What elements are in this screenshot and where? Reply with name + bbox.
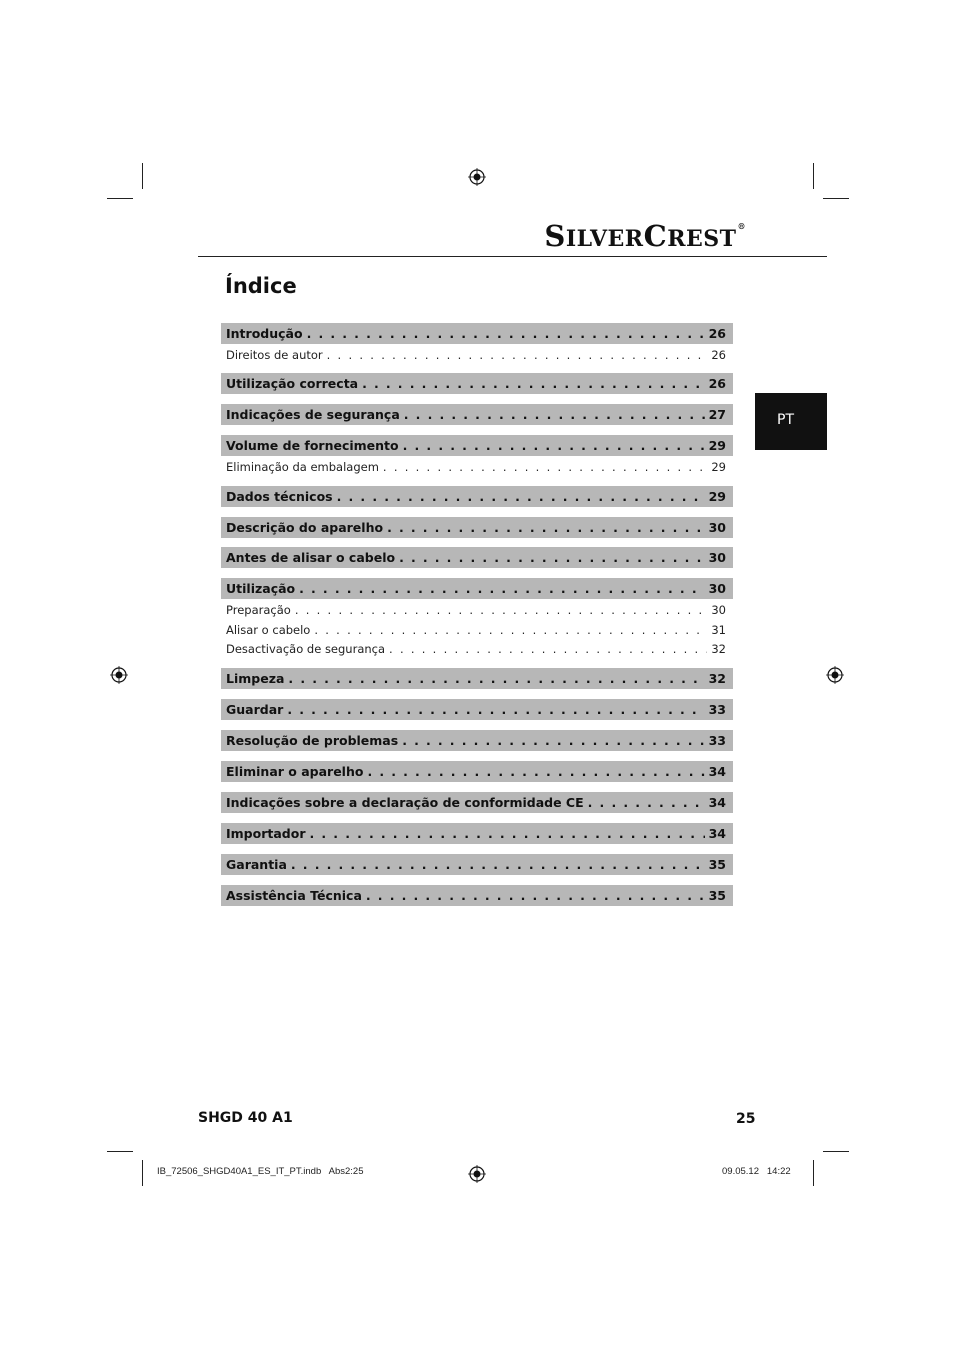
registration-mark-icon <box>826 666 844 684</box>
toc-entry[interactable]: Importador . . . 34 <box>221 823 733 844</box>
registration-mark-icon <box>468 168 486 186</box>
date-slug: 09.05.12 14:22 <box>722 1166 791 1177</box>
toc-entry[interactable]: Eliminar o aparelho . . . 34 <box>221 761 733 782</box>
language-tab: PT <box>755 393 827 450</box>
toc-subentry[interactable]: Preparação . . . 30 <box>221 601 733 619</box>
toc-subentry[interactable]: Alisar o cabelo . . . 31 <box>221 621 733 639</box>
toc-entry[interactable]: Antes de alisar o cabelo . . . 30 <box>221 547 733 568</box>
toc-entry[interactable]: Utilização . . . 30 <box>221 578 733 599</box>
toc-entry[interactable]: Introdução . . . 26 <box>221 323 733 344</box>
toc-entry[interactable]: Indicações sobre a declaração de conformidade CE . . . 34 <box>221 792 733 813</box>
crop-mark <box>813 1160 814 1186</box>
crop-mark <box>142 163 143 189</box>
page-title: Índice <box>225 274 297 298</box>
registration-mark-icon <box>110 666 128 684</box>
crop-mark <box>107 198 133 199</box>
toc-entry[interactable]: Resolução de problemas . . . 33 <box>221 730 733 751</box>
toc-entry[interactable]: Volume de fornecimento . . . 29 <box>221 435 733 456</box>
crop-mark <box>813 163 814 189</box>
brand-logo: SILVERCREST® <box>544 219 746 253</box>
file-slug: IB_72506_SHGD40A1_ES_IT_PT.indb Abs2:25 <box>157 1166 364 1177</box>
toc-subentry[interactable]: Desactivação de segurança . . . 32 <box>221 640 733 658</box>
toc-entry[interactable]: Limpeza . . . 32 <box>221 668 733 689</box>
toc-entry[interactable]: Indicações de segurança . . . 27 <box>221 404 733 425</box>
header-rule <box>198 256 827 257</box>
toc-subentry[interactable]: Direitos de autor . . . 26 <box>221 346 733 364</box>
toc-subentry[interactable]: Eliminação da embalagem . . . 29 <box>221 458 733 476</box>
toc-entry[interactable]: Assistência Técnica . . . 35 <box>221 885 733 906</box>
toc-entry[interactable]: Garantia . . . 35 <box>221 854 733 875</box>
registration-mark-icon <box>468 1165 486 1183</box>
toc-entry[interactable]: Utilização correcta . . . 26 <box>221 373 733 394</box>
model-number: SHGD 40 A1 <box>198 1110 293 1126</box>
toc-entry[interactable]: Dados técnicos . . . 29 <box>221 486 733 507</box>
crop-mark <box>142 1160 143 1186</box>
page-number: 25 <box>736 1111 756 1127</box>
crop-mark <box>823 198 849 199</box>
toc-entry[interactable]: Guardar . . . 33 <box>221 699 733 720</box>
toc-entry[interactable]: Descrição do aparelho . . . 30 <box>221 517 733 538</box>
crop-mark <box>107 1151 133 1152</box>
crop-mark <box>823 1151 849 1152</box>
